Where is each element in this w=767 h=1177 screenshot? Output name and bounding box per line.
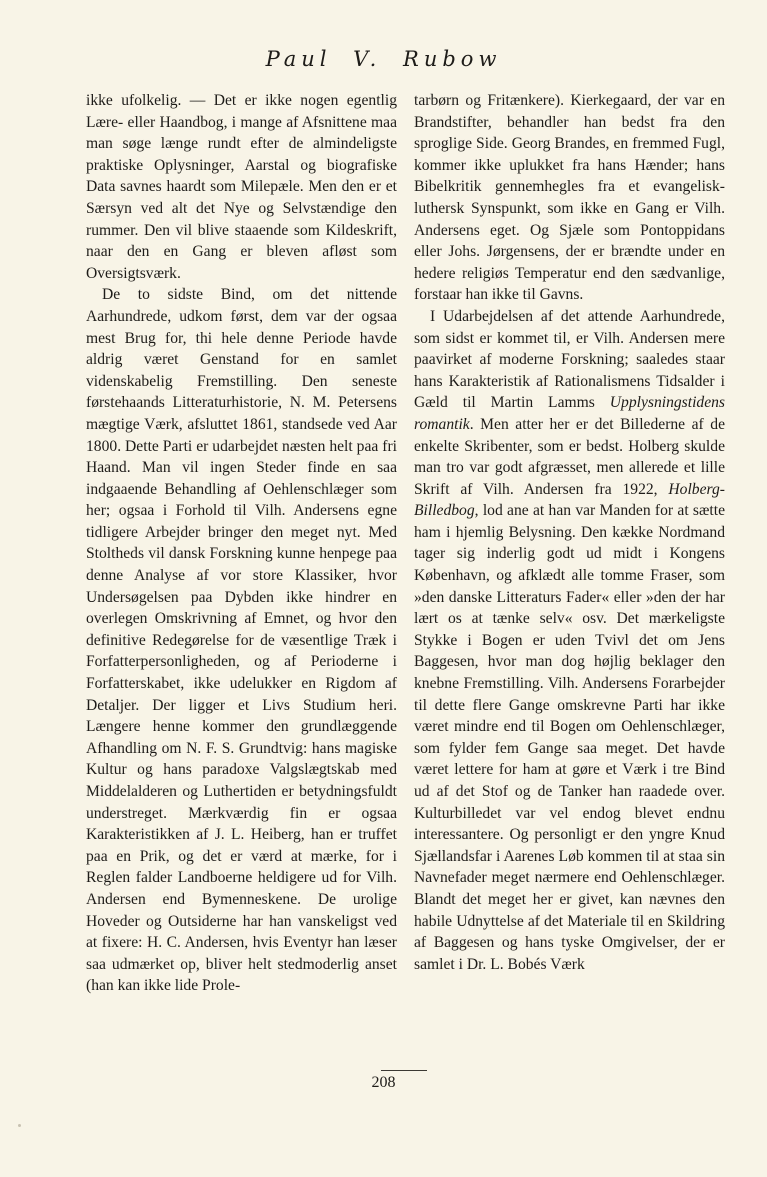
running-header: Paul V. Rubow	[265, 47, 502, 71]
paragraph-text-segment: . Men atter her er det Billederne af de enkelte Skribenter, som er bedst. Holberg skulde man tro var godt afgræsset, men allerede et lille Skrift af Vilh. Andersen fra 1922,	[414, 415, 725, 498]
right-column	[414, 90, 725, 975]
right-paragraph-2	[414, 306, 725, 975]
book-title-holberg-billedbog: Holberg-Billedbog	[414, 480, 725, 520]
paper-speck	[18, 1124, 21, 1127]
left-column	[86, 90, 397, 997]
paragraph-text-segment: I Udarbejdelsen af det attende Aarhundrede, som sidst er kommet til, er Vilh. Andersen mere paavirket af moderne Forskning; saaledes staar hans Karakteristik af Rationalismens Tidsalder i Gæld til Martin Lamms	[414, 307, 725, 412]
paragraph-text-segment: , lod ane at han var Manden for at sætte ham i hjemlig Belysning. Den kække Nordmand tager sig inderlig godt ud midt i Kongens København, og afklædt alle tomme Fraser, som »den danske Litteraturs Fader« eller »den der har lært os at tænke selv« osv. Det mærkeligste Stykke i Bogen er uden Tvivl det om Jens Baggesen, hvor man dog højlig beklager den knebne Fremstilling. Vilh. Andersens Forarbejder til dette flere Gange omskrevne Parti har ikke været mindre end til Bogen om Oehlenschlæger, som fylder fem Gange saa meget. Det havde været lettere for ham at gøre et Værk i tre Bind ud af det Stof og de Tanker han raadede over. Kulturbilledet var vel endog blevet endnu interessantere. Og personligt er den yngre Knud Sjællandsfar i Aarenes Løb kommen til at staa sin Navnefader meget nærmere end Oehlenschlæger. Blandt det meget her er givet, kan nævnes den habile Udnyttelse af det Materiale til en Skildring af Baggesen og hans tyske Omgivelser, der er samlet i Dr. L. Bobés Værk	[414, 502, 725, 973]
left-paragraph-1: ikke ufolkelig. — Det er ikke nogen egentlig Lære- eller Haandbog, i mange af Afsnittene maa man søge længe rundt efter de almindeligste praktiske Oplysninger, Aarstal og biografiske Data savnes haardt som Milepæle. Men den er et Særsyn ved alt det Nye og Selvstændige den rummer. Den vil blive staaende som Kildeskrift, naar den en Gang er bleven afløst som Oversigtsværk.	[86, 92, 397, 282]
page-number: 208	[371, 1074, 396, 1091]
book-title-upplysningstidens: Upplysningstidens romantik	[414, 394, 725, 433]
right-paragraph-1: tarbørn og Fritænkere). Kierkegaard, der var en Brandstifter, behandler han bedst fra den sproglige Side. Georg Brandes, en fremmed Fugl, kommer ikke uplukket fra hans Hænder; hans Bibelkritik gennemhegles fra et evangelisk-luthersk Synspunkt, som ikke en Gang er Vilh. Andersens eget. Og Sjæle som Pontoppidans eller Johs. Jørgensens, der er brændte under en hedere religiøs Temperatur end den sædvanlige, forstaar han ikke til Gavns.	[414, 92, 725, 304]
page-number-rule	[381, 1070, 427, 1071]
left-paragraph-2: De to sidste Bind, om det nittende Aarhundrede, udkom først, dem var der ogsaa mest Brug for, thi hele denne Periode havde aldrig været Genstand for en samlet videnskabelig Fremstilling. Den seneste førstehaands Litteraturhistorie, N. M. Petersens mægtige Værk, afsluttet 1861, standsede ved Aar 1800. Dette Parti er udarbejdet næsten helt paa fri Haand. Man vil ingen Steder finde en saa indgaaende Behandling af Oehlenschlæger som her; ogsaa i Forhold til Vilh. Andersens egne tidligere Arbejder bringer den meget nyt. Med Stoltheds vil dansk Forskning kunne henpege paa denne Analyse af vor store Klassiker, hvor Undersøgelsen paa Dybden ikke hindrer en overlegen Omskrivning af Emnet, og hvor den definitive Redegørelse for de væsentlige Træk i Forfatterpersonligheden, og af Perioderne i Forfatterskabet, ikke udelukker en Rigdom af Detaljer. Der ligger et Livs Studium heri. Længere henne kommer den grundlæggende Afhandling om N. F. S. Grundtvig: hans magiske Kultur og hans paradoxe Valgslægtskab med Middelalderen og Luthertiden er betydningsfuldt understreget. Mærkværdig fin er ogsaa Karakteristikken af J. L. Heiberg, han er truffet paa en Prik, og det er værd at mærke, for i Reglen falder Landboerne heldigere ud for Vilh. Andersen end Bymenneskene. De urolige Hoveder og Outsiderne har han vanskeligst ved at fixere: H. C. Andersen, hvis Eventyr han læser saa udmærket op, bliver helt stedmoderlig anset (han kan ikke lide Prole-	[86, 286, 397, 995]
